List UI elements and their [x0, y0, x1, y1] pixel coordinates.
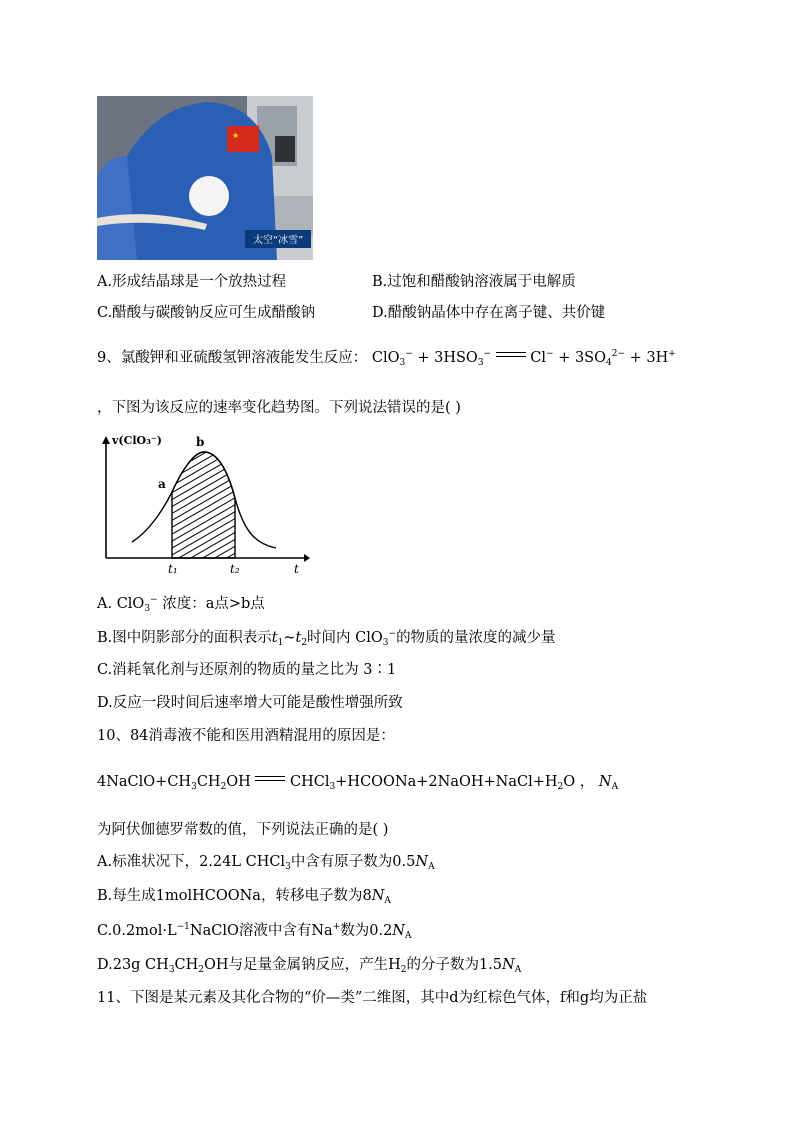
q11-stem: 11、下图是某元素及其化合物的“价—类”二维图，其中d为红棕色气体，f和g均为正盐	[97, 990, 648, 1006]
graph-point-a: a	[158, 477, 166, 491]
q8-option-b: B.过饱和醋酸钠溶液属于电解质	[372, 274, 576, 290]
q9-option-b-mid: 时间内	[307, 630, 351, 646]
graph-t: t	[294, 562, 299, 576]
q10-option-b-pre: B.每生成1molHCOONa，转移电子数为8	[97, 888, 372, 904]
q10-stem-continued: 为阿伏伽德罗常数的值，下列说法正确的是( )	[97, 822, 389, 838]
q9-option-a: A. ClO$_3$− 浓度：a点>b点	[97, 595, 265, 614]
q8-option-c: C.醋酸与碳酸钠反应可生成醋酸钠	[97, 305, 316, 321]
graph-point-b: b	[196, 435, 205, 449]
q9-option-a-pre: A. ClO	[97, 596, 145, 612]
q9-option-d: D.反应一段时间后速率增大可能是酸性增强所致	[97, 695, 403, 711]
astronaut-photo	[97, 96, 313, 260]
q9-stem	[97, 348, 676, 368]
q9-stem-continued: ，下图为该反应的速率变化趋势图。下列说法错误的是( )	[97, 400, 461, 416]
q10-option-c-mid: NaClO溶液中含有Na	[189, 923, 333, 939]
q9-equation: $ClO_3^- + 3HSO_3^-$ $Cl^- + 3SO_4^{2-} + 3H^+$	[371, 349, 676, 368]
q10-option-d: D.23g $CH_3CH_2OH$与足量金属钠反应，产生$H_2$的分子数为$1.5N_A$	[97, 957, 522, 975]
svg-text:★: ★	[232, 131, 240, 140]
q10-option-b: B.每生成1molHCOONa，转移电子数为$8N_A$	[97, 888, 391, 906]
graph-t1: t₁	[168, 562, 178, 576]
graph-y-label: v(ClO₃⁻)	[112, 434, 162, 447]
q9-option-b-pre: B.图中阴影部分的面积表示	[97, 630, 272, 646]
q10-option-c: $C.0.2mol\cdot L^{-1}NaClO$溶液中含有Na+数为$0.2N_A$	[97, 922, 412, 941]
q8-option-d: D.醋酸钠晶体中存在离子键、共价键	[372, 305, 606, 321]
q9-option-a-post: 浓度：a点>b点	[162, 596, 265, 612]
q10-option-a: A.标准状况下，2.24L CHCl$_3$中含有原子数为$0.5N_A$	[97, 854, 435, 872]
q9-option-c: C.消耗氧化剂与还原剂的物质的量之比为 3∶1	[97, 662, 397, 678]
graph-t2: t₂	[230, 562, 240, 576]
q10-equation: $4NaClO+CH_3CH_2OH$ $CHCl_3+HCOONa+2NaOH+NaCl+H_2O$ ， $N_A$	[97, 774, 619, 792]
q8-option-a: A.形成结晶球是一个放热过程	[97, 274, 287, 290]
q10-stem: 10、84消毒液不能和医用酒精混用的原因是：	[97, 728, 395, 744]
q10-option-d-post: 的分子数为1.5	[406, 957, 503, 973]
q10-option-d-mid: OH与足量金属钠反应，产生H	[204, 957, 401, 973]
q9-stem-text: 9、氯酸钾和亚硫酸氢钾溶液能发生反应：	[97, 350, 368, 366]
q10-option-c-pre: C.0.2mol·L	[97, 923, 177, 939]
q9-option-b-post: 的物质的量浓度的减少量	[396, 630, 556, 646]
q10-option-a-pre: A.标准状况下，2.24L CHCl	[97, 854, 286, 870]
q9-option-b-clo: ClO	[355, 630, 383, 646]
photo-caption: 太空“冰雪”	[253, 235, 304, 246]
shaded-area	[172, 452, 235, 558]
q10-option-a-post: 中含有原子数为0.5	[290, 854, 416, 870]
q10-option-d-pre: D.23g CH	[97, 957, 169, 973]
rate-graph	[96, 432, 312, 580]
q10-option-c-post: 数为0.2	[340, 923, 393, 939]
q9-option-b: B.图中阴影部分的面积表示$t_1\sim t_2$时间内 ClO$_3$−的物质的量浓度的减少量	[97, 629, 556, 648]
